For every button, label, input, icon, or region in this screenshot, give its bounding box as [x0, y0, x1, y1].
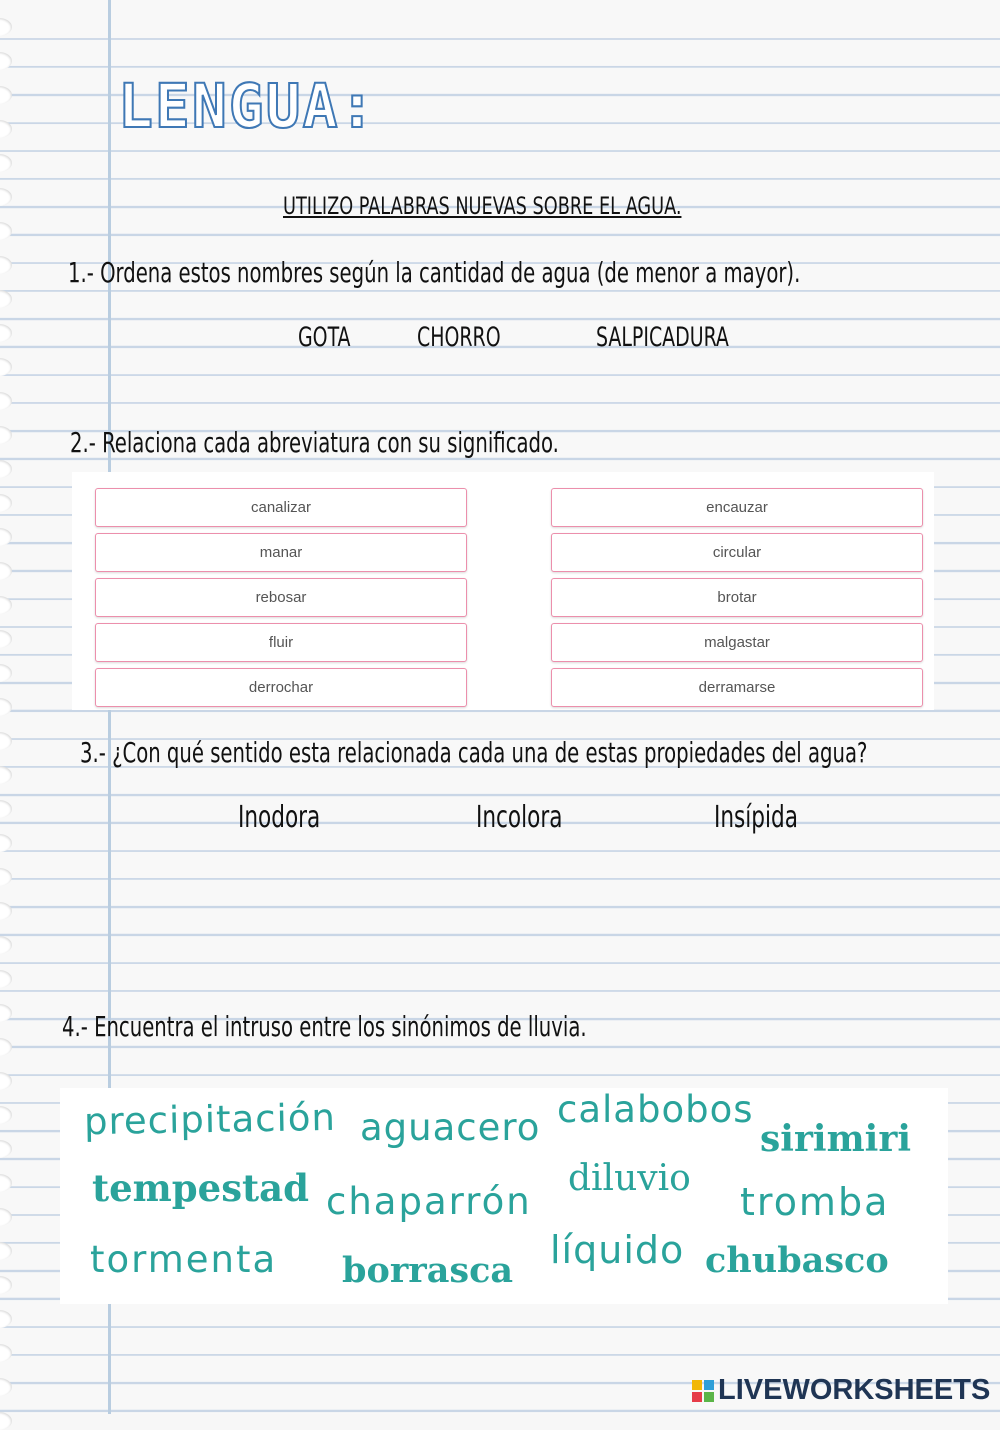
order-word-chorro[interactable]: CHORRO — [417, 322, 501, 353]
binder-hole — [0, 188, 12, 206]
binder-hole — [0, 868, 12, 886]
binder-hole — [0, 358, 12, 376]
binder-hole — [0, 1208, 12, 1226]
binder-hole — [0, 426, 12, 444]
question-1: 1.- Ordena estos nombres según la cantidad de agua (de menor a mayor). — [68, 256, 801, 289]
binder-hole — [0, 732, 12, 750]
question-4: 4.- Encuentra el intruso entre los sinónimos de lluvia. — [62, 1010, 587, 1043]
binder-hole — [0, 222, 12, 240]
binder-hole — [0, 834, 12, 852]
binder-hole — [0, 596, 12, 614]
binder-hole — [0, 1412, 12, 1430]
binder-hole — [0, 290, 12, 308]
cloud-word[interactable]: diluvio — [568, 1158, 691, 1199]
cloud-word[interactable]: chaparrón — [326, 1180, 532, 1223]
binder-hole — [0, 698, 12, 716]
match-right-column — [551, 488, 923, 713]
cloud-word[interactable]: tromba — [740, 1180, 890, 1224]
property-inodora: Inodora — [238, 800, 321, 835]
binder-hole — [0, 154, 12, 172]
question-2: 2.- Relaciona cada abreviatura con su significado. — [70, 426, 559, 459]
cloud-word[interactable]: tempestad — [92, 1166, 309, 1210]
match-right-item[interactable]: encauzar — [551, 488, 923, 527]
order-word-salpicadura[interactable]: SALPICADURA — [596, 322, 729, 353]
cloud-word[interactable]: borrasca — [342, 1250, 514, 1291]
cloud-word[interactable]: precipitación — [83, 1095, 337, 1144]
binder-hole — [0, 1174, 12, 1192]
cloud-word[interactable]: calabobos — [557, 1088, 754, 1131]
cloud-word[interactable]: tormenta — [90, 1238, 278, 1281]
order-word-gota[interactable]: GOTA — [298, 322, 351, 353]
binder-hole — [0, 494, 12, 512]
binder-hole — [0, 86, 12, 104]
match-left-column — [95, 488, 467, 713]
match-right-item[interactable]: brotar — [551, 578, 923, 617]
cloud-word[interactable]: chubasco — [705, 1240, 889, 1281]
logo-icon — [692, 1380, 714, 1402]
cloud-word[interactable]: aguacero — [360, 1106, 541, 1149]
property-incolora: Incolora — [476, 800, 563, 835]
binder-hole — [0, 256, 12, 274]
binder-hole — [0, 392, 12, 410]
match-left-item[interactable]: rebosar — [95, 578, 467, 617]
binder-hole — [0, 324, 12, 342]
binder-hole — [0, 120, 12, 138]
binder-hole — [0, 1378, 12, 1396]
binder-hole — [0, 18, 12, 36]
match-right-item[interactable]: malgastar — [551, 623, 923, 662]
binder-hole — [0, 902, 12, 920]
match-left-item[interactable]: canalizar — [95, 488, 467, 527]
binder-hole — [0, 1310, 12, 1328]
binder-hole — [0, 52, 12, 70]
binder-hole — [0, 1106, 12, 1124]
binder-hole — [0, 460, 12, 478]
word-cloud — [60, 1088, 948, 1304]
match-right-item[interactable]: circular — [551, 533, 923, 572]
page-title: LENGUA: — [118, 70, 377, 142]
match-left-item[interactable]: derrochar — [95, 668, 467, 707]
binder-hole — [0, 562, 12, 580]
liveworksheets-logo — [692, 1374, 990, 1407]
binder-hole — [0, 766, 12, 784]
binder-hole — [0, 1242, 12, 1260]
binder-hole — [0, 630, 12, 648]
binder-holes — [0, 0, 14, 1414]
cloud-word[interactable]: líquido — [550, 1228, 685, 1272]
binder-hole — [0, 1140, 12, 1158]
binder-hole — [0, 1344, 12, 1362]
binder-hole — [0, 970, 12, 988]
property-insipida: Insípida — [714, 800, 798, 835]
binder-hole — [0, 528, 12, 546]
logo-text: LIVEWORKSHEETS — [718, 1374, 991, 1406]
binder-hole — [0, 936, 12, 954]
binder-hole — [0, 1038, 12, 1056]
binder-hole — [0, 1004, 12, 1022]
cloud-word[interactable]: sirimiri — [760, 1118, 911, 1160]
binder-hole — [0, 1072, 12, 1090]
binder-hole — [0, 664, 12, 682]
subtitle: UTILIZO PALABRAS NUEVAS SOBRE EL AGUA. — [283, 192, 682, 220]
question-3: 3.- ¿Con qué sentido esta relacionada cada una de estas propiedades del agua? — [80, 736, 868, 769]
matching-exercise — [72, 472, 934, 710]
match-right-item[interactable]: derramarse — [551, 668, 923, 707]
match-left-item[interactable]: manar — [95, 533, 467, 572]
match-left-item[interactable]: fluir — [95, 623, 467, 662]
binder-hole — [0, 800, 12, 818]
binder-hole — [0, 1276, 12, 1294]
